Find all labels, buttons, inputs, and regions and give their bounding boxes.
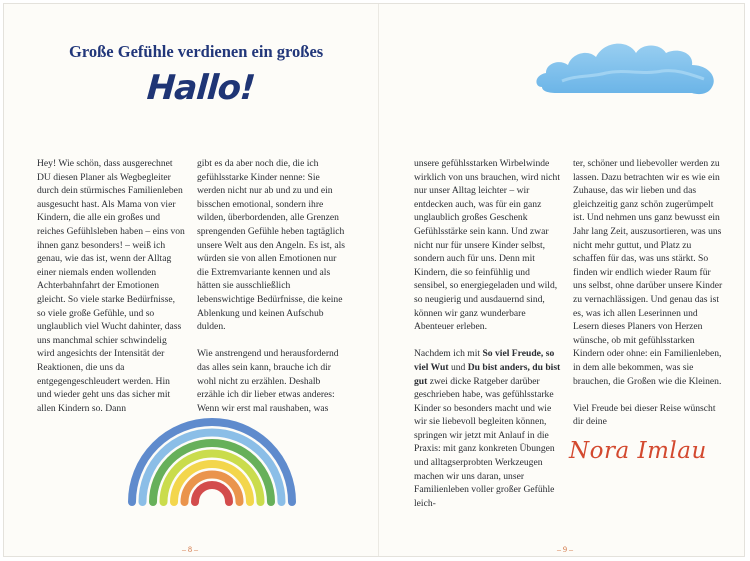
text-column-2 [197, 157, 348, 415]
watercolor-rainbow-icon [126, 414, 298, 509]
paragraph: gibt es da aber noch die, die ich gefühlsstarke Kinder nenne: Sie werden nicht nur ab und zu und ein bisschen emotional, sondern ihre wilden, überbordenden, alle Grenzen sprengenden Gefühle heben tagtäglich unsere Welt aus den Angeln. Es ist, als würden sie von allen Emotionen nur die Extremvariante kennen und als hätten sie ausschließlich lebenswichtige Bedürfnisse, die keine Ablenkung und keinen Aufschub dulden. [197, 158, 345, 333]
book-spread [3, 3, 745, 557]
book-title: So viel Freude, so viel Wut [414, 348, 555, 373]
paragraph: ter, schöner und liebevoller werden zu lassen. Dazu betrachten wir es wie ein Zuhause, das wir lieben und das gleichzeitig ganz schön zugerümpelt ist. Und nehmen uns ganz bewusst ein Jahr lang Zeit, auszusortieren, was uns nicht mehr guttut, und Platz zu schaffen für das, was uns stärkt. So finden wir endlich wieder Raum für uns selbst, ohne darüber unsere Kinder zu vernachlässigen. Und genau das ist es, was ich allen Leserinnen und Lesern dieses Planers von Herzen wünsche, ob mit gefühlsstarken Kindern oder ohne: ein Familienleben, in dem alle bekommen, was sie brauchen, die Großen wie die Kleinen. [573, 158, 723, 387]
author-signature: Nora Imlau [569, 438, 707, 464]
paragraph: unsere gefühlsstarken Wirbelwinde wirklich von uns brauchen, wird nicht nur unser Alltag leichter – wir entdecken auch, was für ein ganz unglaublich großes Geschenk Gefühlsstärke sein kann. Und zwar nicht nur für unsere Kinder selbst, sondern auch für uns. Denn mit Kindern, die so feinfühlig und sensibel, so energiegeladen und wild, so neugierig und ausdauernd sind, können wir ganz wunderbare Abenteuer erleben. [414, 158, 561, 333]
book-title: Du bist anders, du bist gut [414, 361, 561, 387]
text-run: zwei dicke Ratgeber darüber geschrieben habe, was gefühlsstarke Kinder so besonders macht und wie wir sie liebevoll begleiten können, springen wir jetzt mit Anlauf in die Praxis: mit ganz konkreten Übungen und alltagserprobten Werkzeugen machen wir uns daran, unser Familienleben voller großer Gefühle leich- [414, 375, 555, 509]
text-column-1 [37, 157, 185, 415]
page-number-left: – 8 – [182, 545, 198, 554]
text-run: und [448, 361, 468, 373]
hallo-lettering: Hallo! [145, 68, 256, 108]
page-heading: Große Gefühle verdienen ein großes [69, 42, 324, 61]
book-gutter [378, 4, 379, 556]
paragraph [414, 347, 564, 510]
text-column-3 [414, 157, 564, 510]
rainbow-arc [195, 485, 229, 502]
page-number-right: – 9 – [557, 545, 573, 554]
paragraph: Wie anstrengend und herausfordernd das alles sein kann, brauche ich dir wohl nicht zu erzählen. Deshalb erzähle ich dir lieber etwas anderes: Wenn wir erst mal raushaben, was [197, 348, 339, 414]
paragraph: Viel Freude bei dieser Reise wünscht dir deine [573, 402, 716, 428]
watercolor-cloud-icon [532, 29, 722, 101]
text-column-4 [573, 157, 725, 429]
text-run: Nachdem ich mit [414, 348, 483, 360]
paragraph: Hey! Wie schön, dass ausgerechnet DU diesen Planer als Wegbegleiter durch dein stürmisches Familienleben ausgesucht hast. Als Mama von vier Kindern, die alle ein großes und reiches Gefühlsleben haben – eins von ihnen ganz besonders! – weiß ich genau, wie das ist, wenn der Alltag einer niemals enden wollenden Achterbahnfahrt der Emotionen gleicht. So viele starke Bedürfnisse, so viele große Gefühle, und so unglaublich viel Wucht dahinter, dass uns manchmal schier schwindelig wird angesichts der Intensität der Reaktionen, die uns da entgegengeschleudert werden. Hin und wieder geht uns das sicher mit allen Kindern so. Dann [37, 158, 185, 414]
